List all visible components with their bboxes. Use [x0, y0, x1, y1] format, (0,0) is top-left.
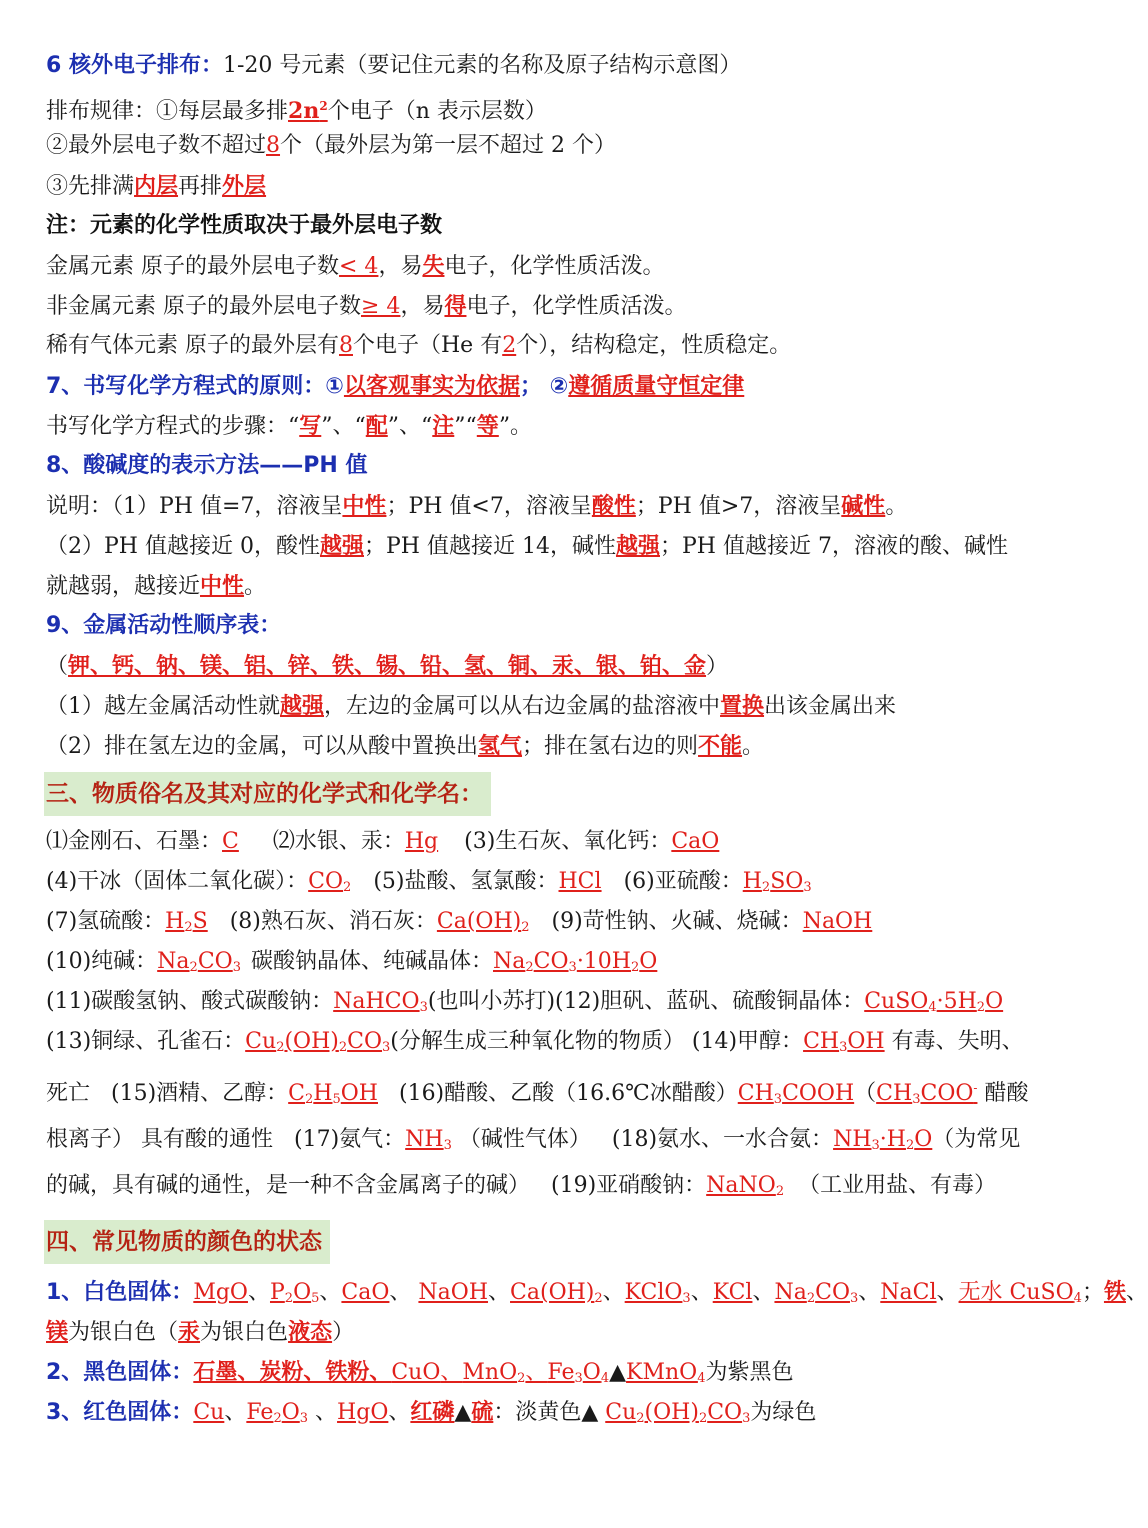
text: (16)醋酸、乙酸（16.6℃冰醋酸）	[398, 1081, 738, 1106]
formula-cuso4-5h2o: $CuSO_4\cdot 5H_2O$	[864, 989, 1004, 1015]
sec3-paragraph: (13)铜绿、孔雀石：$Cu_2(OH)_2CO_3$(分解生成三种氧化物的物质） (14)甲醇：$CH_3OH$ 有毒、失明、死亡 (15)酒精、乙醇：$C_2H_5OH$ (16)醋酸、乙酸（16.6℃冰醋酸）$CH_3COOH(CH_3COO^-$ 醋酸根离子） 具有酸的通性 (17)氨气：$NH_3$ （碱性气体） (18)氨水、一水合氨：$NH_3\cdot H_2O$（为常见的碱，具有碱的通性，是一种不含金属离子的碱） (19)亚硝酸钠：NaNO$_2$ （工业用盐、有毒）	[46, 1029, 1029, 1199]
answer: 酸性	[591, 493, 636, 519]
answer: 不能	[698, 733, 743, 759]
answer: 中性	[342, 493, 387, 519]
text: 再排	[178, 174, 223, 199]
text: 。	[244, 574, 267, 599]
text: ；排在氢右边的则	[522, 734, 699, 759]
formula-nh3-h2o: $NH_3\cdot H_2O$	[833, 1127, 933, 1153]
s6-heading: 6 核外电子排布：	[46, 53, 223, 78]
answer: 氢气	[478, 733, 523, 759]
answer: 等	[476, 413, 499, 439]
text: 出该金属出来	[764, 694, 897, 719]
text: 就越弱，越接近	[46, 574, 201, 599]
text: （工业用盐、有	[798, 1173, 953, 1198]
text: （碱性气体）	[458, 1127, 591, 1152]
text: 为紫黑色	[705, 1360, 794, 1385]
answer: ≥ 4	[361, 294, 401, 319]
s6-heading-tail: 1-20 号元素（要记住元素的名称及原子结构示意图）	[222, 53, 742, 78]
sec3-row-3	[46, 902, 1034, 942]
text: (13)铜绿、孔雀石：	[46, 1029, 246, 1054]
formula-h2s: $H_2S$	[165, 909, 208, 935]
formula-caoh2: $Ca(OH)_2$	[436, 909, 530, 935]
s8-line-3	[46, 566, 1034, 606]
answer: 越强	[615, 533, 660, 559]
formula: Hg	[404, 829, 439, 854]
text: 电子，化学性质活泼。	[466, 294, 687, 319]
text: 稀有气体元素 原子的最外层有	[46, 333, 339, 358]
formula-hgo: HgO	[337, 1400, 389, 1425]
text: 碳酸钠晶体、纯碱晶体：	[250, 949, 493, 974]
text: (15)酒精、乙醇：	[111, 1081, 289, 1106]
s9-heading: 9、金属活动性顺序表：	[46, 613, 282, 638]
text: 为银白色（	[68, 1320, 179, 1345]
answer: 置换	[720, 693, 765, 719]
answer: 失	[422, 253, 445, 279]
formula-h2so3: $H_2SO_3$	[742, 869, 812, 895]
text: （2）排在氢左边的金属，可以从酸中置换出	[46, 734, 478, 759]
text: ；PH 值越接近 7，溶液的酸、碱性	[660, 534, 1008, 559]
answer: 石墨、炭粉、铁粉、	[193, 1359, 392, 1385]
s6-note: 注：元素的化学性质取决于最外层电子数	[46, 213, 443, 238]
s6-rule-1	[46, 86, 1034, 126]
sec3-row-1	[46, 822, 1034, 862]
text: (9)苛性钠、火碱、烧碱：	[551, 909, 803, 934]
answer: 越强	[319, 533, 364, 559]
sec3-row-2	[46, 862, 1034, 902]
formula-nano2: NaNO$_2$	[706, 1173, 785, 1199]
s7-steps	[46, 406, 1034, 446]
text: 金属元素 原子的最外层电子数	[46, 254, 339, 279]
text: 死亡	[46, 1081, 91, 1106]
formula-cu2oh2co3: $Cu_2(OH)_2CO_3$	[245, 1029, 391, 1055]
text: ：淡黄色▲	[493, 1400, 599, 1425]
sec3-row-5	[46, 982, 1034, 1022]
answer: 硫	[471, 1399, 494, 1425]
text: ）	[332, 1320, 355, 1345]
answer: 2	[502, 333, 517, 358]
text: 为绿色	[750, 1400, 817, 1425]
formula-mgo: MgO	[193, 1280, 248, 1305]
answer: 注	[432, 413, 455, 439]
text: (17)氨气：	[294, 1127, 406, 1152]
sec3-row-4	[46, 942, 1034, 982]
formula-cuo: CuO	[391, 1360, 441, 1385]
sec4-white-solids: 1、白色固体：MgO、$P_2O_5$、CaO、 NaOH、$Ca(OH)_2$、KClO$_3$、KCl、$Na_2CO_3$、NaCl、无水 CuSO$_4$；铁、	[46, 1279, 1148, 1306]
answer: 汞	[178, 1319, 201, 1345]
text: 非金属元素 原子的最外层电子数	[46, 294, 361, 319]
formula-fe2o3: $Fe_2O_3$	[246, 1400, 309, 1426]
formula-caoh2-b: $Ca(OH)_2$	[510, 1280, 603, 1306]
formula-nh3: $NH_3$	[405, 1127, 452, 1153]
sec4-red-solids: 3、红色固体：Cu、$Fe_2O_3$ 、HgO、红磷▲硫：淡黄色▲ $Cu_2(OH)_2CO_3$为绿色	[46, 1399, 817, 1426]
s6-metal	[46, 246, 1034, 286]
s7-heading: 7、书写化学方程式的原则：①	[46, 374, 344, 399]
text: (19)亚硝酸钠：	[551, 1173, 707, 1198]
text: ，易	[378, 254, 423, 279]
answer: 得	[444, 293, 467, 319]
text: 2、黑色固体：	[46, 1360, 194, 1385]
formula-kclo3: KClO$_3$	[624, 1280, 691, 1306]
formula: C	[222, 829, 239, 854]
s7-heading-line	[46, 366, 1034, 406]
text: (也叫小苏打)	[427, 989, 556, 1014]
text: ； ②	[519, 374, 569, 399]
s9-line-2	[46, 726, 1034, 766]
formula-ch3coo: $CH_3COO^-$	[876, 1081, 978, 1107]
formula: CaO	[671, 829, 720, 854]
s8-line-2	[46, 526, 1034, 566]
text: （	[46, 654, 69, 679]
formula: HCl	[558, 869, 602, 894]
text: ；PH 值<7，溶液呈	[386, 494, 592, 519]
answer: 8	[339, 333, 353, 358]
formula-nacl: NaCl	[880, 1280, 937, 1305]
text: 排布规律：①每层最多排	[46, 99, 289, 124]
answer: 外层	[222, 173, 267, 199]
text: 电子，化学性质活泼。	[444, 254, 665, 279]
text: （为常	[932, 1127, 999, 1152]
text: 3、红色固体：	[46, 1400, 194, 1425]
s9-metal-series	[46, 646, 1034, 686]
answer: 配	[365, 413, 388, 439]
formula-fe3o4: $Fe_3O_4$	[547, 1360, 610, 1386]
text: (12)胆矾、蓝矾、硫酸铜晶体：	[555, 989, 865, 1014]
text: (10)纯碱：	[46, 949, 158, 974]
rule-value: $2n^2$	[288, 98, 328, 124]
formula-cao: CaO	[341, 1280, 390, 1305]
text: ⑴金刚石、石墨：	[46, 829, 223, 854]
text: (7)氢硫酸：	[46, 909, 166, 934]
text: 有毒、失明、	[891, 1029, 1024, 1054]
formula-cuso4: 无水 CuSO$_4$	[958, 1280, 1082, 1306]
answer: 内层	[134, 173, 179, 199]
text: (分解生成三种氧化物的物质）	[390, 1029, 685, 1054]
text: 毒）	[952, 1173, 997, 1198]
text: (4)干冰（固体二氧化碳）：	[46, 869, 309, 894]
text: 为银白色	[200, 1320, 289, 1345]
answer: 铁	[1103, 1279, 1126, 1305]
text: ，左边的金属可以从右边金属的盐溶液中	[324, 694, 721, 719]
text: ”“	[454, 414, 477, 439]
text: ②最外层电子数不超过	[46, 133, 267, 158]
answer: 中性	[200, 573, 245, 599]
text: ”、“	[387, 414, 433, 439]
text: （2）PH 值越接近 0，酸性	[46, 534, 320, 559]
text: (14)甲醇：	[691, 1029, 804, 1054]
formula-nahco3: NaHCO$_3$	[333, 989, 428, 1015]
text: ”、“	[321, 414, 366, 439]
formula-na2co3: $Na_2CO_3$	[157, 949, 241, 975]
formula-ch3oh: $CH_3OH$	[803, 1029, 885, 1055]
metal-series: 钾、钙、钠、镁、铝、锌、铁、锡、铅、氢、铜、汞、银、铂、金	[68, 653, 707, 679]
formula-kcl: KCl	[712, 1280, 753, 1305]
s6-rare-gas	[46, 326, 1034, 366]
text: 1、白色固体：	[46, 1280, 194, 1305]
s8-heading: 8、酸碱度的表示方法——PH 值	[46, 453, 368, 478]
section-3-header	[46, 766, 1034, 822]
answer: 红磷	[410, 1399, 455, 1425]
section-3-title: 三、物质俗名及其对应的化学式和化学名：	[44, 772, 491, 816]
answer: 8	[266, 133, 281, 158]
formula-ch3cooh: $CH_3COOH$	[737, 1081, 855, 1107]
s6-heading-line	[46, 46, 1034, 86]
text: （1）越左金属活动性就	[46, 694, 280, 719]
text: ③先排满	[46, 174, 135, 199]
text: ；PH 值越接近 14，碱性	[364, 534, 616, 559]
section-4-header	[46, 1212, 1034, 1272]
text: 个），结构稳定，性质稳定。	[516, 333, 792, 358]
s6-rule-2	[46, 126, 1034, 166]
text: 离子） 具有酸的通性	[68, 1127, 274, 1152]
s6-nonmetal	[46, 286, 1034, 326]
text: (3)生石灰、氧化钙：	[464, 829, 672, 854]
text: 。	[885, 494, 908, 519]
answer: < 4	[339, 254, 379, 279]
text: (6)亚硫酸：	[623, 869, 743, 894]
text: (8)熟石灰、消石灰：	[229, 909, 437, 934]
formula-na2co3-b: $Na_2CO_3$	[774, 1280, 859, 1306]
text: 醋酸根	[46, 1081, 1029, 1152]
text: (18)氨水、一水合氨：	[611, 1127, 834, 1152]
s9-line-1	[46, 686, 1034, 726]
s6-rule-3	[46, 166, 1034, 206]
sec4-black-solids: 2、黑色固体：石墨、炭粉、铁粉、CuO、MnO$_2$、$Fe_3O_4▲KMnO_4$为紫黑色	[46, 1359, 794, 1386]
text: 说明：（1）PH 值=7，溶液呈	[46, 494, 343, 519]
text: (11)碳酸氢钠、酸式碳酸钠：	[46, 989, 334, 1014]
text: ，易	[400, 294, 445, 319]
formula-cu: Cu	[193, 1400, 225, 1425]
text: 。	[742, 734, 765, 759]
text: ⑵水银、汞：	[272, 829, 405, 854]
answer: 越强	[280, 693, 325, 719]
formula-cu2oh2co3-b: $Cu_2(OH)_2CO_3$	[605, 1400, 751, 1426]
text: 书写化学方程式的步骤：“	[46, 414, 300, 439]
text: ”。	[498, 414, 533, 439]
text: 见的碱，具有碱的通性，是一种不含金属离子的碱）	[46, 1127, 1021, 1198]
text: (5)盐酸、氢氯酸：	[373, 869, 559, 894]
text: 个电子（n 表示层数）	[327, 99, 547, 124]
formula: NaOH	[802, 909, 873, 934]
answer: 镁	[46, 1319, 69, 1345]
answer: 以客观事实为依据	[343, 373, 520, 399]
answer: 写	[299, 413, 322, 439]
text: 个电子（He 有	[353, 333, 503, 358]
section-4-title: 四、常见物质的颜色的状态	[44, 1220, 330, 1264]
text: 个（最外层为第一层不超过 2 个）	[280, 133, 617, 158]
formula-naoh: NaOH	[418, 1280, 489, 1305]
formula-c2h5oh: $C_2H_5OH$	[288, 1081, 378, 1107]
answer: 液态	[288, 1319, 333, 1345]
formula-na2co3-10h2o: $Na_2CO_3\cdot 10H_2O$	[493, 949, 658, 975]
answer: 遵循质量守恒定律	[568, 373, 745, 399]
text: ）	[706, 654, 729, 679]
formula-mno2: MnO$_2$	[462, 1360, 526, 1386]
text: ；PH 值>7，溶液呈	[635, 494, 842, 519]
formula-kmno4: KMnO$_4$	[626, 1360, 706, 1386]
formula-co2: $CO_2$	[308, 869, 352, 895]
sec4-white-solids-2	[46, 1312, 1034, 1352]
s8-line-1	[46, 486, 1034, 526]
formula-p2o5: $P_2O_5$	[269, 1280, 320, 1306]
answer: 碱性	[841, 493, 886, 519]
